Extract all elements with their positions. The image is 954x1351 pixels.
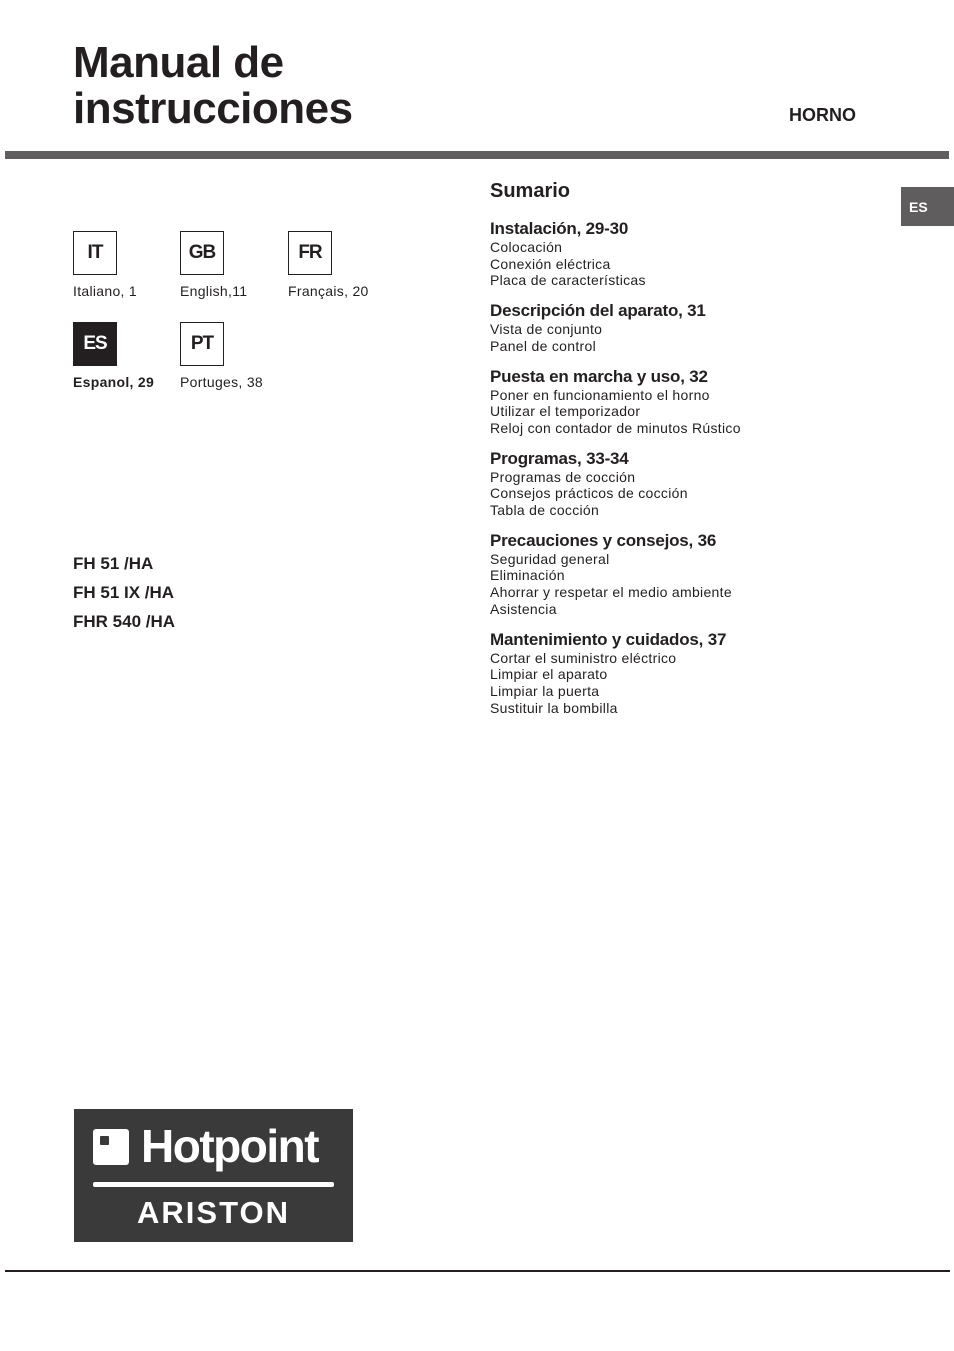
toc-item: Conexión eléctrica bbox=[490, 255, 611, 272]
language-label: Italiano, 1 bbox=[73, 283, 138, 299]
language-item-fr[interactable] bbox=[288, 231, 369, 299]
brand-mark-icon bbox=[93, 1129, 129, 1165]
language-item-gb[interactable] bbox=[180, 231, 247, 299]
language-side-tab: ES bbox=[901, 187, 954, 226]
toc-section-title[interactable]: Puesta en marcha y uso, 32 bbox=[490, 366, 708, 386]
logo-sub-brand: ARISTON bbox=[137, 1195, 290, 1230]
language-label-selected: Espanol, 29 bbox=[73, 374, 155, 390]
toc-section bbox=[490, 629, 890, 717]
toc-section-title[interactable]: Descripción del aparato, 31 bbox=[490, 301, 706, 321]
toc-item: Eliminación bbox=[490, 567, 565, 584]
logo-divider bbox=[93, 1182, 334, 1187]
model-number: FHR 540 /HA bbox=[73, 612, 176, 631]
toc-item: Limpiar el aparato bbox=[490, 666, 608, 683]
toc-item: Vista de conjunto bbox=[490, 321, 603, 338]
header-divider bbox=[5, 151, 949, 159]
title-line-1: Manual de bbox=[73, 38, 284, 87]
toc-item: Ahorrar y respetar el medio ambiente bbox=[490, 584, 732, 601]
toc-item: Poner en funcionamiento el horno bbox=[490, 386, 710, 403]
toc-item: Panel de control bbox=[490, 337, 596, 354]
title-line-2: instrucciones bbox=[73, 84, 353, 133]
toc-section bbox=[490, 218, 890, 289]
language-item-it[interactable] bbox=[73, 231, 137, 299]
page-title bbox=[73, 40, 353, 132]
toc-section-title[interactable]: Mantenimiento y cuidados, 37 bbox=[490, 629, 727, 649]
language-code-box[interactable]: FR bbox=[288, 231, 332, 275]
toc-item: Placa de características bbox=[490, 272, 646, 289]
toc-item: Seguridad general bbox=[490, 550, 610, 567]
language-label: English,11 bbox=[180, 283, 248, 299]
hotpoint-ariston-logo bbox=[74, 1109, 353, 1242]
language-item-es[interactable] bbox=[73, 322, 154, 390]
toc-item: Consejos prácticos de cocción bbox=[490, 485, 688, 502]
language-item-pt[interactable] bbox=[180, 322, 263, 390]
footer-divider bbox=[5, 1270, 950, 1272]
language-code-box[interactable]: IT bbox=[73, 231, 117, 275]
model-number: FH 51 IX /HA bbox=[73, 583, 175, 602]
logo-brand-name: Hotpoint bbox=[141, 1120, 319, 1172]
toc-item: Programas de cocción bbox=[490, 468, 636, 485]
toc-item: Colocación bbox=[490, 239, 563, 255]
toc-heading: Sumario bbox=[490, 180, 571, 202]
language-label: Français, 20 bbox=[288, 283, 369, 299]
toc-section-title[interactable]: Instalación, 29-30 bbox=[490, 219, 629, 238]
toc-section-title[interactable]: Precauciones y consejos, 36 bbox=[490, 530, 717, 550]
toc-item: Limpiar la puerta bbox=[490, 682, 600, 699]
language-code-box[interactable]: PT bbox=[180, 322, 224, 366]
product-category: HORNO bbox=[789, 105, 856, 125]
table-of-contents bbox=[490, 180, 890, 727]
toc-item: Reloj con contador de minutos Rústico bbox=[490, 419, 741, 436]
toc-item: Sustituir la bombilla bbox=[490, 699, 618, 716]
model-number: FH 51 /HA bbox=[73, 554, 154, 573]
toc-item: Utilizar el temporizador bbox=[490, 403, 641, 420]
toc-section bbox=[490, 366, 890, 437]
toc-section bbox=[490, 448, 890, 519]
model-list bbox=[73, 554, 175, 641]
toc-item: Cortar el suministro eléctrico bbox=[490, 649, 677, 666]
toc-section bbox=[490, 530, 890, 618]
toc-section-title[interactable]: Programas, 33-34 bbox=[490, 448, 629, 468]
language-code-box-selected[interactable]: ES bbox=[73, 322, 117, 366]
toc-item: Asistencia bbox=[490, 600, 557, 617]
toc-section bbox=[490, 300, 890, 354]
toc-item: Tabla de cocción bbox=[490, 502, 600, 519]
language-code-box[interactable]: GB bbox=[180, 231, 224, 275]
language-label: Portuges, 38 bbox=[180, 374, 263, 390]
